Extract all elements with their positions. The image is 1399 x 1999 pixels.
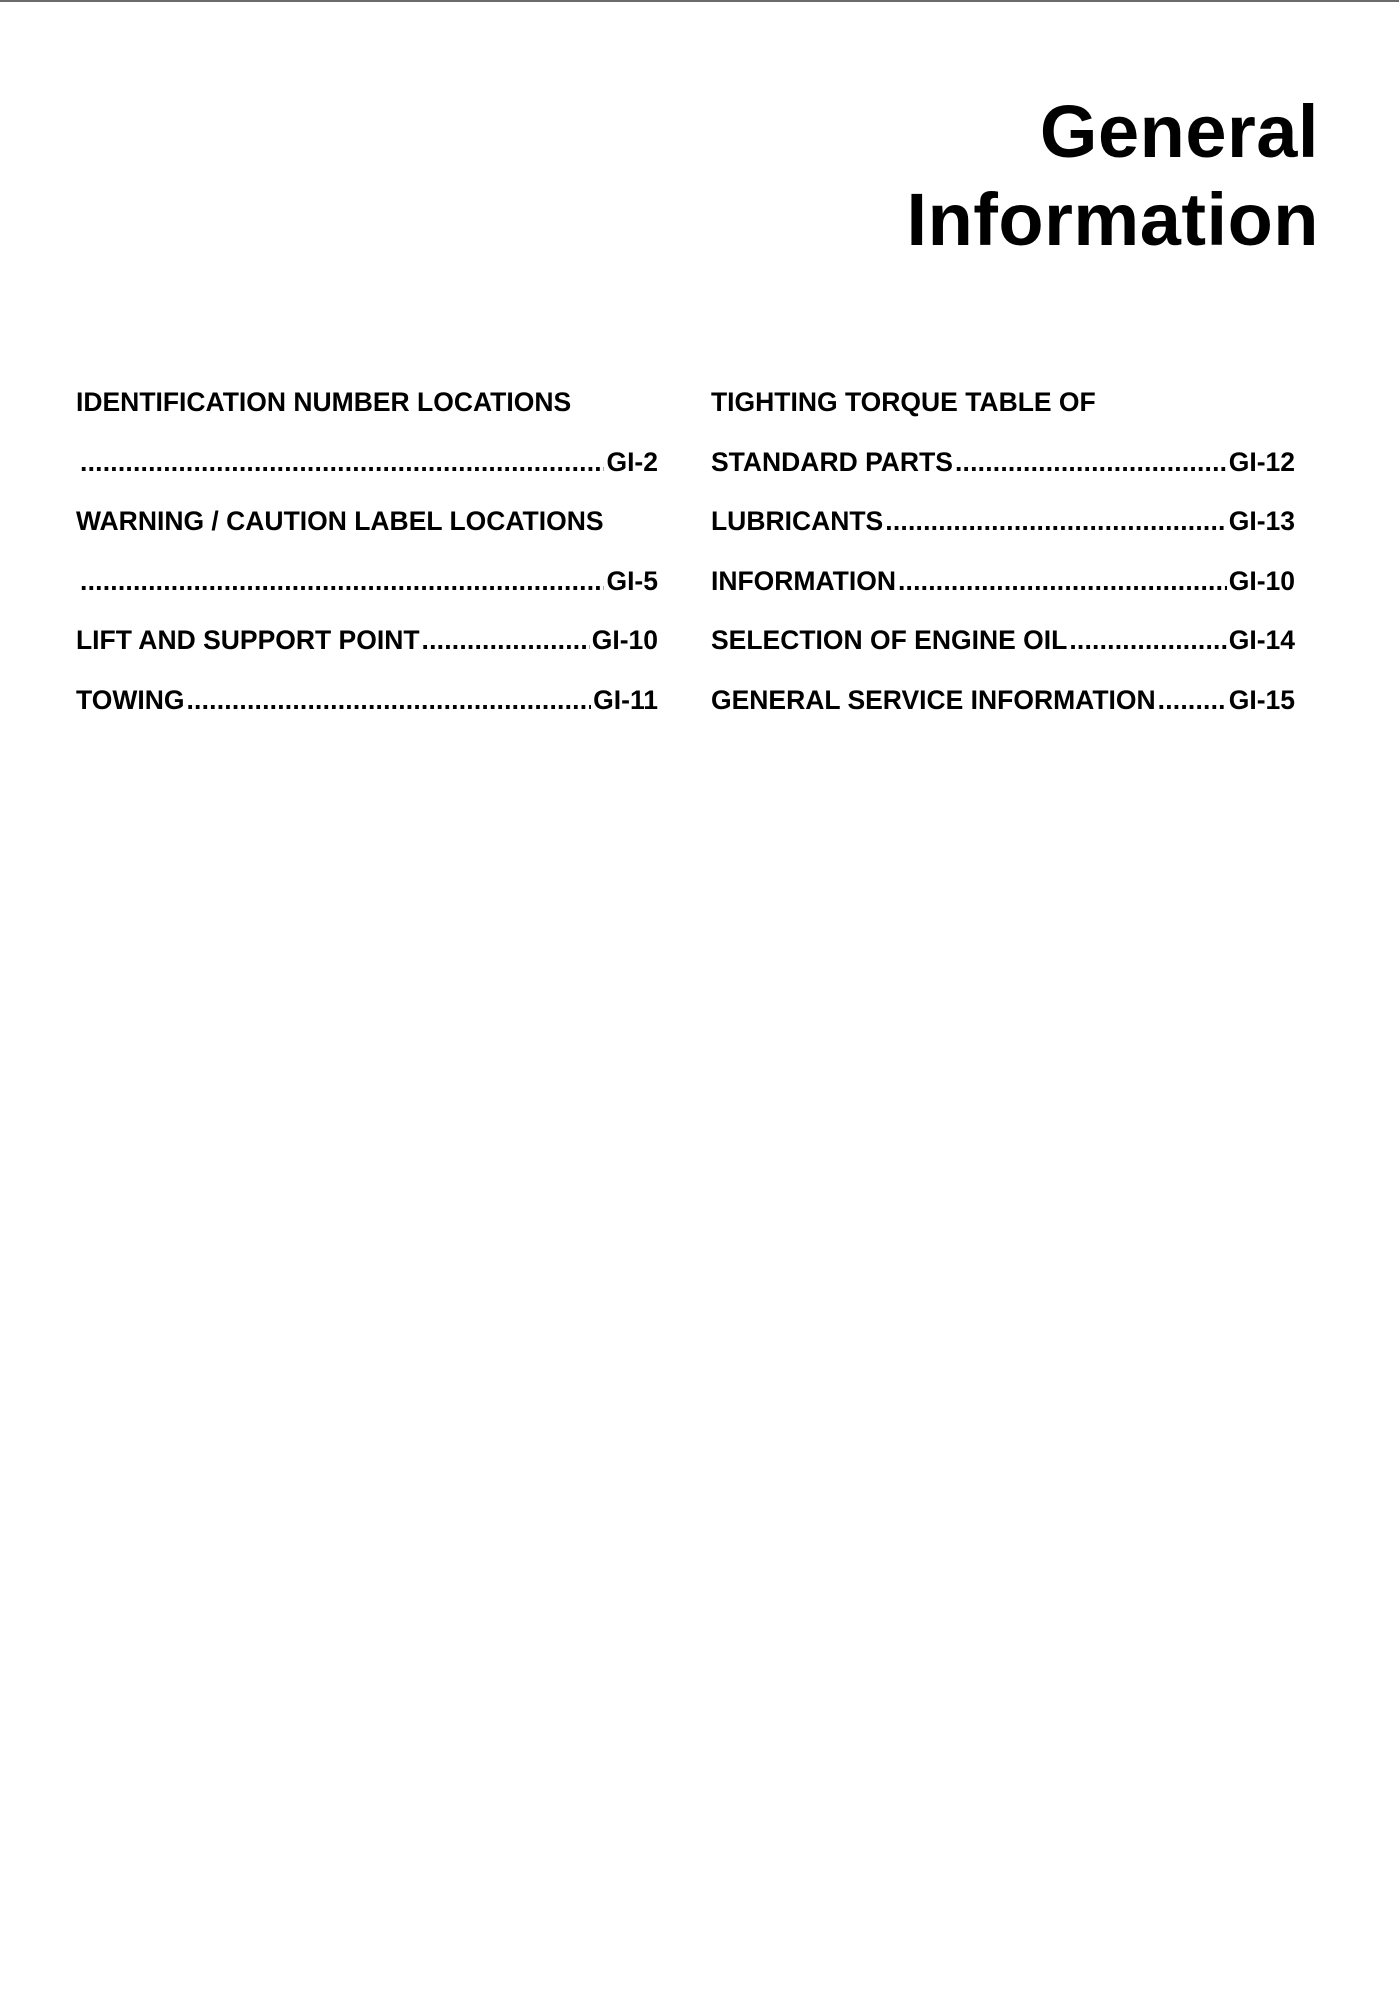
toc-entry-standard-parts[interactable]	[711, 438, 1295, 498]
toc-entry-label: STANDARD PARTS	[711, 446, 953, 477]
toc-entry-label: WARNING / CAUTION LABEL LOCATIONS	[76, 506, 604, 536]
toc-entry-tighting-torque-table[interactable]	[711, 378, 1295, 438]
toc-entry-warning-caution-label-locations-page[interactable]	[76, 557, 658, 617]
toc-left-column	[76, 378, 658, 735]
toc-leader-dots	[885, 497, 1226, 545]
page-title-line-2: Information	[906, 178, 1319, 261]
toc-leader-dots	[80, 438, 604, 486]
toc-entry-page: GI-14	[1228, 625, 1295, 655]
toc-leader-dots	[186, 676, 591, 724]
toc-leader-dots	[1158, 676, 1227, 724]
toc-entry-page: GI-13	[1228, 506, 1295, 536]
toc-entry-label: INFORMATION	[711, 565, 896, 596]
toc-entry-towing[interactable]	[76, 676, 658, 736]
toc-entry-page: GI-15	[1228, 684, 1295, 715]
toc-entry-page: GI-5	[606, 565, 658, 596]
toc-entry-page: GI-2	[606, 446, 658, 477]
toc-entry-information[interactable]	[711, 557, 1295, 617]
toc-entry-page: GI-12	[1228, 446, 1295, 477]
toc-entry-warning-caution-label-locations[interactable]	[76, 497, 658, 557]
toc-entry-identification-number-locations[interactable]	[76, 378, 658, 438]
toc-leader-dots	[422, 616, 590, 664]
page-title	[619, 88, 1319, 264]
toc-entry-label: LIFT AND SUPPORT POINT	[76, 625, 420, 655]
top-border-rule	[0, 0, 1399, 2]
toc-entry-label: TOWING	[76, 684, 185, 715]
toc-entry-lift-and-support-point[interactable]	[76, 616, 658, 676]
toc-entry-label: TIGHTING TORQUE TABLE OF	[711, 387, 1096, 417]
toc-leader-dots	[1069, 616, 1226, 664]
toc-entry-label: IDENTIFICATION NUMBER LOCATIONS	[76, 387, 572, 417]
toc-entry-page: GI-10	[591, 625, 658, 655]
toc-entry-selection-of-engine-oil[interactable]	[711, 616, 1295, 676]
toc-entry-lubricants[interactable]	[711, 497, 1295, 557]
toc-entry-label: SELECTION OF ENGINE OIL	[711, 625, 1068, 655]
toc-entry-general-service-information[interactable]	[711, 676, 1295, 736]
toc-leader-dots	[955, 438, 1227, 486]
page-title-line-1: General	[1039, 90, 1319, 173]
toc-right-column	[711, 378, 1295, 735]
toc-entry-label: LUBRICANTS	[711, 506, 884, 536]
toc-leader-dots	[898, 557, 1227, 605]
toc-leader-dots	[80, 557, 604, 605]
toc-entry-page: GI-10	[1228, 565, 1295, 596]
toc-entry-label: GENERAL SERVICE INFORMATION	[711, 684, 1156, 715]
toc-entry-page: GI-11	[593, 684, 658, 715]
toc-entry-identification-number-locations-page[interactable]	[76, 438, 658, 498]
